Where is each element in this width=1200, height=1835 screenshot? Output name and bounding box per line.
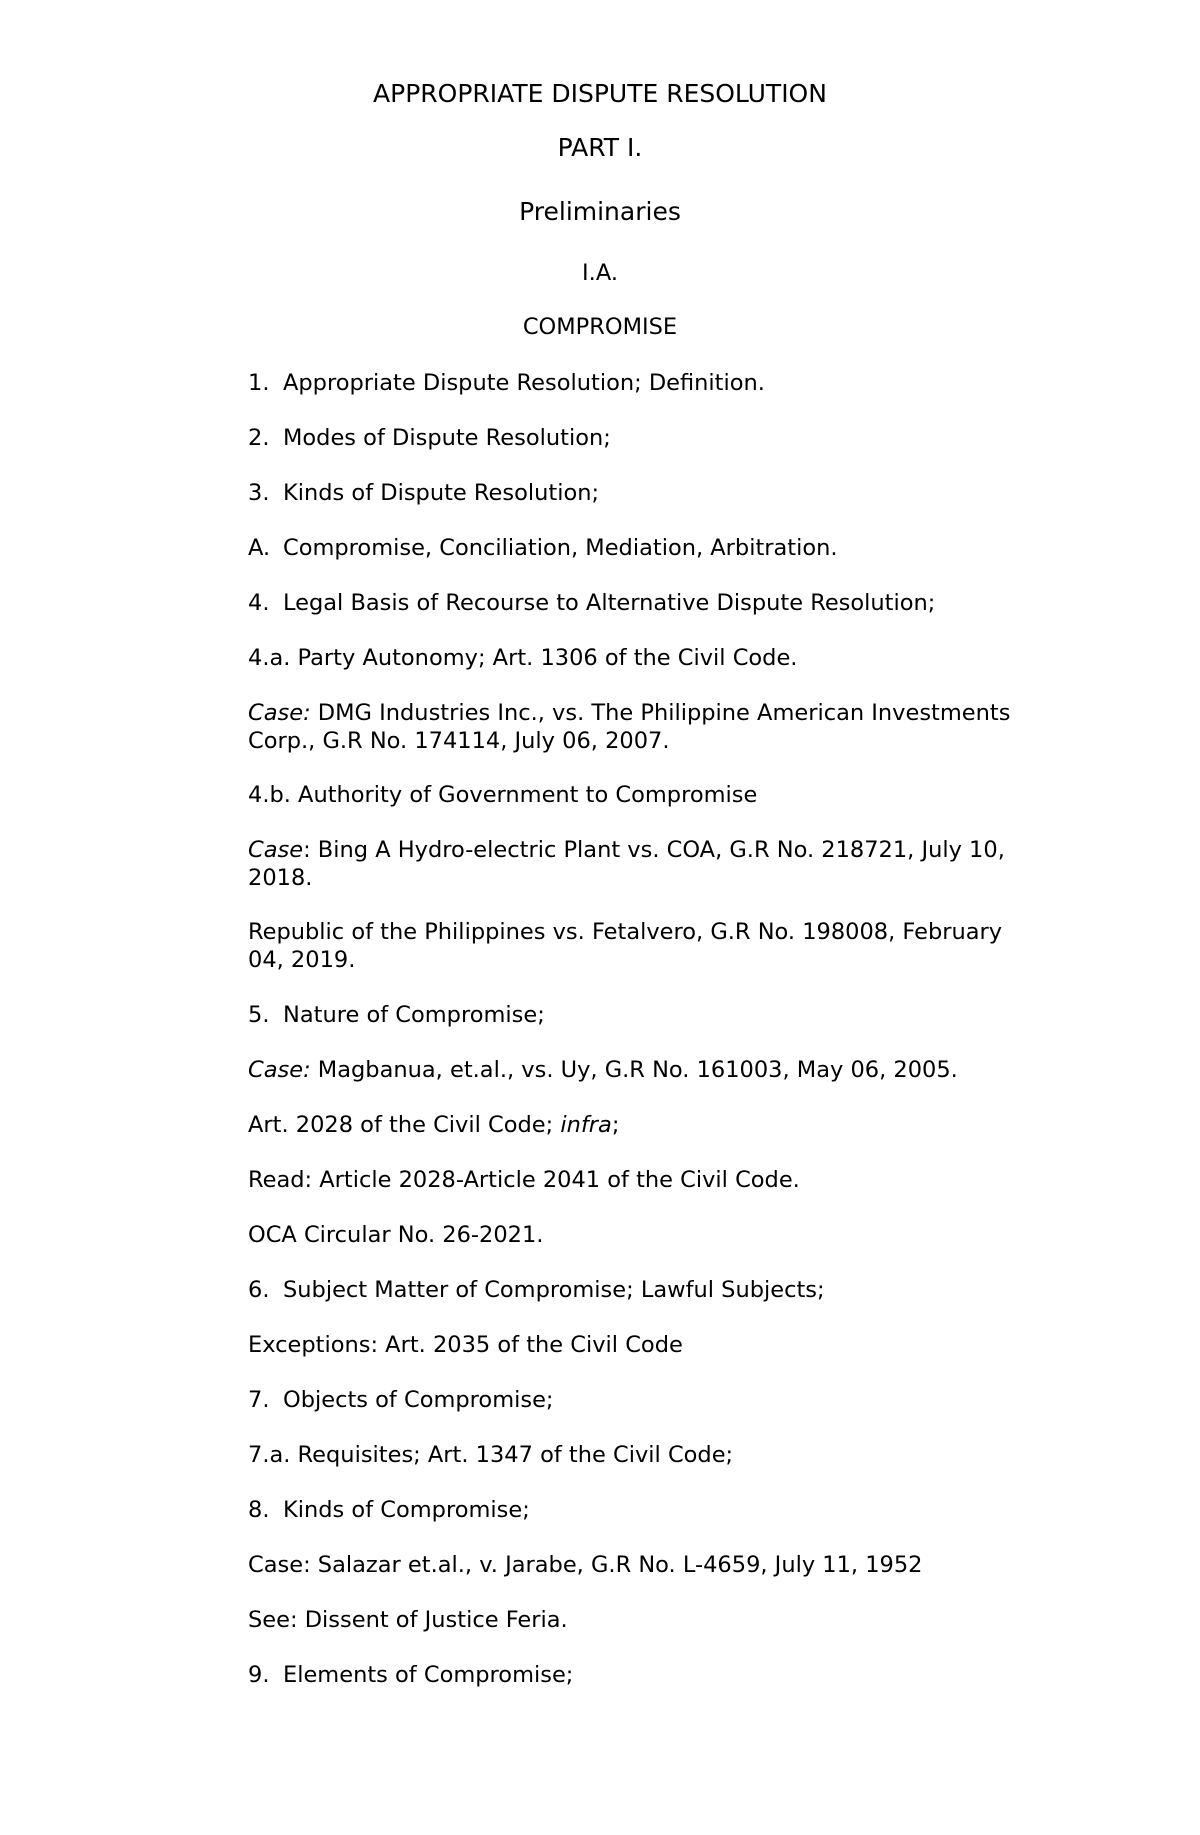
item-number: 9. <box>248 1662 270 1688</box>
item-number: 7. <box>248 1387 270 1413</box>
outline-item-4 <box>248 589 1068 617</box>
oca-circular: OCA Circular No. 26-2021. <box>248 1222 544 1248</box>
see-note: See: Dissent of Justice Feria. <box>248 1607 568 1633</box>
outline-item-7a: 7.a. Requisites; Art. 1347 of the Civil Code; <box>248 1442 734 1468</box>
item-number: A. <box>248 535 271 561</box>
case-bing-hydro <box>248 836 1068 892</box>
read-note: Read: Article 2028-Article 2041 of the Civil Code. <box>248 1167 800 1193</box>
item-text: Nature of Compromise; <box>283 1002 545 1028</box>
section-title: COMPROMISE <box>522 314 678 340</box>
reference-text: Art. 2028 of the Civil Code; <box>248 1112 561 1138</box>
item-text: Appropriate Dispute Resolution; Definition. <box>283 370 765 396</box>
item-text: Subject Matter of Compromise; Lawful Subjects; <box>283 1277 825 1303</box>
part-heading: PART I. <box>557 133 643 162</box>
item-text: Elements of Compromise; <box>283 1662 574 1688</box>
case-text-line-1: : Bing A Hydro-electric Plant vs. COA, G.R No. 218721, July 10, <box>303 837 1005 863</box>
outline-item-4b: 4.b. Authority of Government to Compromise <box>248 782 758 808</box>
item-number: 5. <box>248 1002 270 1028</box>
case-text-line-1: Republic of the Philippines vs. Fetalvero, G.R No. 198008, February <box>248 919 1003 945</box>
item-number: 2. <box>248 425 270 451</box>
case-label: Case <box>248 837 304 863</box>
document-title: APPROPRIATE DISPUTE RESOLUTION <box>373 79 827 108</box>
case-label: Case: <box>248 1057 311 1083</box>
item-number: 1. <box>248 370 270 396</box>
item-text: Legal Basis of Recourse to Alternative Dispute Resolution; <box>283 590 936 616</box>
outline-item-5 <box>248 1001 1068 1029</box>
infra-word: infra <box>560 1112 612 1138</box>
outline-item-2 <box>248 424 1068 452</box>
case-text: Magbanua, et.al., vs. Uy, G.R No. 161003, May 06, 2005. <box>310 1057 958 1083</box>
section-number: I.A. <box>582 260 618 286</box>
case-magbanua <box>248 1056 1068 1084</box>
item-number: 8. <box>248 1497 270 1523</box>
item-number: 4. <box>248 590 270 616</box>
item-number: 3. <box>248 480 270 506</box>
outline-item-9 <box>248 1661 1068 1689</box>
outline-item-a <box>248 534 1068 562</box>
case-text-line-1: DMG Industries Inc., vs. The Philippine American Investments <box>310 700 1011 726</box>
case-text-line-2: 2018. <box>248 865 313 891</box>
outline-item-3 <box>248 479 1068 507</box>
outline-item-1 <box>248 369 1068 397</box>
reference-punct: ; <box>611 1112 620 1138</box>
outline-item-7 <box>248 1386 1068 1414</box>
case-dmg-industries <box>248 699 1068 755</box>
item-text: Compromise, Conciliation, Mediation, Arbitration. <box>283 535 838 561</box>
item-text: Modes of Dispute Resolution; <box>283 425 611 451</box>
case-salazar: Case: Salazar et.al., v. Jarabe, G.R No. L-4659, July 11, 1952 <box>248 1552 923 1578</box>
item-text: Objects of Compromise; <box>283 1387 554 1413</box>
part-title: Preliminaries <box>519 197 681 226</box>
item-number: 6. <box>248 1277 270 1303</box>
exceptions-note: Exceptions: Art. 2035 of the Civil Code <box>248 1332 683 1358</box>
outline-item-8 <box>248 1496 1068 1524</box>
case-text-line-2: 04, 2019. <box>248 947 356 973</box>
item-text: Kinds of Dispute Resolution; <box>283 480 600 506</box>
outline-item-6 <box>248 1276 1068 1304</box>
outline-item-4a: 4.a. Party Autonomy; Art. 1306 of the Civil Code. <box>248 645 798 671</box>
art-2028-reference <box>248 1111 1068 1139</box>
case-text-line-2: Corp., G.R No. 174114, July 06, 2007. <box>248 728 670 754</box>
case-label: Case: <box>248 700 311 726</box>
case-republic-fetalvero <box>248 918 1068 974</box>
item-text: Kinds of Compromise; <box>283 1497 530 1523</box>
